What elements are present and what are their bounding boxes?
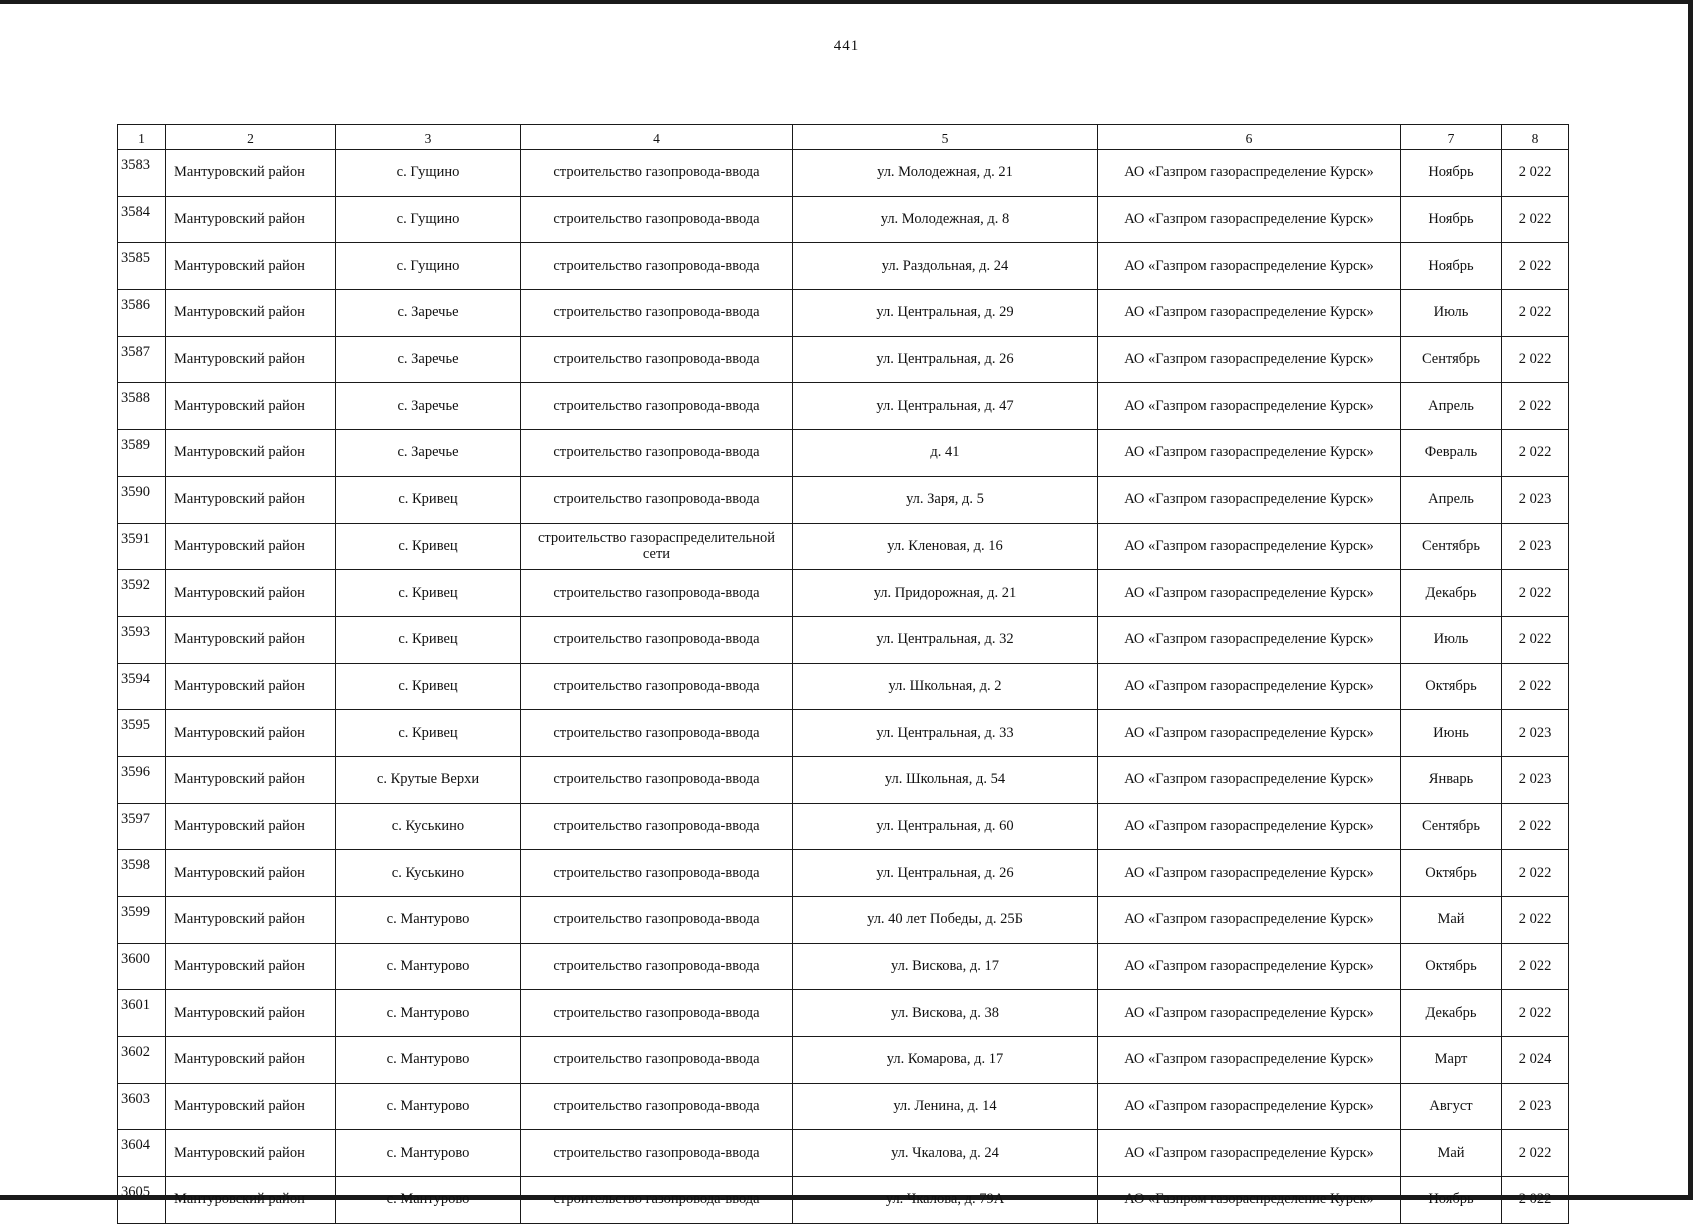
header-col-5: 5 [793, 125, 1098, 150]
district-cell: Мантуровский район [166, 616, 336, 663]
table-row [118, 523, 1569, 570]
address-cell: ул. Чкалова, д. 24 [793, 1130, 1098, 1177]
organization-cell: АО «Газпром газораспределение Курск» [1098, 850, 1401, 897]
row-number-cell: 3588 [118, 383, 166, 430]
address-cell: ул. 40 лет Победы, д. 25Б [793, 897, 1098, 944]
row-number-cell: 3597 [118, 803, 166, 850]
work-type-cell: строительство газопровода-ввода [521, 803, 793, 850]
organization-cell: АО «Газпром газораспределение Курск» [1098, 990, 1401, 1037]
year-cell: 2 023 [1502, 756, 1569, 803]
settlement-cell: с. Кривец [336, 616, 521, 663]
row-number-cell: 3602 [118, 1037, 166, 1084]
organization-cell: АО «Газпром газораспределение Курск» [1098, 290, 1401, 337]
district-cell: Мантуровский район [166, 1037, 336, 1084]
address-cell: ул. Центральная, д. 60 [793, 803, 1098, 850]
organization-cell: АО «Газпром газораспределение Курск» [1098, 663, 1401, 710]
district-cell: Мантуровский район [166, 803, 336, 850]
settlement-cell: с. Мантурово [336, 1037, 521, 1084]
settlement-cell: с. Заречье [336, 430, 521, 477]
table-row [118, 663, 1569, 710]
work-type-cell: строительство газопровода-ввода [521, 196, 793, 243]
table-header [118, 125, 1569, 150]
organization-cell: АО «Газпром газораспределение Курск» [1098, 196, 1401, 243]
row-number-cell: 3589 [118, 430, 166, 477]
month-cell: Октябрь [1401, 943, 1502, 990]
settlement-cell: с. Заречье [336, 290, 521, 337]
settlement-cell: с. Мантурово [336, 1130, 521, 1177]
address-cell: ул. Молодежная, д. 21 [793, 150, 1098, 197]
table-row [118, 710, 1569, 757]
month-cell: Октябрь [1401, 663, 1502, 710]
settlement-cell: с. Кривец [336, 663, 521, 710]
work-type-cell: строительство газопровода-ввода [521, 850, 793, 897]
month-cell: Август [1401, 1083, 1502, 1130]
district-cell: Мантуровский район [166, 150, 336, 197]
work-type-cell: строительство газопровода-ввода [521, 476, 793, 523]
district-cell: Мантуровский район [166, 290, 336, 337]
district-cell: Мантуровский район [166, 570, 336, 617]
year-cell: 2 022 [1502, 150, 1569, 197]
organization-cell: АО «Газпром газораспределение Курск» [1098, 1083, 1401, 1130]
organization-cell: АО «Газпром газораспределение Курск» [1098, 1037, 1401, 1084]
header-col-3: 3 [336, 125, 521, 150]
address-cell: ул. Молодежная, д. 8 [793, 196, 1098, 243]
settlement-cell: с. Гущино [336, 196, 521, 243]
settlement-cell: с. Мантурово [336, 1177, 521, 1224]
address-cell: ул. Центральная, д. 26 [793, 336, 1098, 383]
work-type-cell: строительство газопровода-ввода [521, 943, 793, 990]
row-number-cell: 3605 [118, 1177, 166, 1224]
table-row [118, 897, 1569, 944]
year-cell: 2 023 [1502, 476, 1569, 523]
row-number-cell: 3587 [118, 336, 166, 383]
organization-cell: АО «Газпром газораспределение Курск» [1098, 336, 1401, 383]
month-cell: Декабрь [1401, 570, 1502, 617]
work-type-cell: строительство газопровода-ввода [521, 1037, 793, 1084]
address-cell: ул. Школьная, д. 54 [793, 756, 1098, 803]
district-cell: Мантуровский район [166, 850, 336, 897]
table-row [118, 803, 1569, 850]
organization-cell: АО «Газпром газораспределение Курск» [1098, 1130, 1401, 1177]
district-cell: Мантуровский район [166, 523, 336, 570]
address-cell: ул. Ленина, д. 14 [793, 1083, 1098, 1130]
year-cell: 2 022 [1502, 196, 1569, 243]
settlement-cell: с. Гущино [336, 150, 521, 197]
work-type-cell: строительство газопровода-ввода [521, 756, 793, 803]
settlement-cell: с. Заречье [336, 383, 521, 430]
organization-cell: АО «Газпром газораспределение Курск» [1098, 710, 1401, 757]
year-cell: 2 022 [1502, 570, 1569, 617]
month-cell: Сентябрь [1401, 803, 1502, 850]
table-row [118, 383, 1569, 430]
table-row [118, 616, 1569, 663]
settlement-cell: с. Кривец [336, 710, 521, 757]
organization-cell: АО «Газпром газораспределение Курск» [1098, 803, 1401, 850]
row-number-cell: 3584 [118, 196, 166, 243]
settlement-cell: с. Заречье [336, 336, 521, 383]
district-cell: Мантуровский район [166, 1083, 336, 1130]
settlement-cell: с. Мантурово [336, 1083, 521, 1130]
table-body [118, 150, 1569, 1224]
address-cell: ул. Раздольная, д. 24 [793, 243, 1098, 290]
header-col-6: 6 [1098, 125, 1401, 150]
table-row [118, 1037, 1569, 1084]
work-type-cell: строительство газопровода-ввода [521, 1177, 793, 1224]
month-cell: Сентябрь [1401, 336, 1502, 383]
month-cell: Ноябрь [1401, 243, 1502, 290]
address-cell: ул. Центральная, д. 26 [793, 850, 1098, 897]
organization-cell: АО «Газпром газораспределение Курск» [1098, 150, 1401, 197]
district-cell: Мантуровский район [166, 990, 336, 1037]
header-row [118, 125, 1569, 150]
row-number-cell: 3601 [118, 990, 166, 1037]
organization-cell: АО «Газпром газораспределение Курск» [1098, 616, 1401, 663]
month-cell: Ноябрь [1401, 1177, 1502, 1224]
address-cell: ул. Вискова, д. 38 [793, 990, 1098, 1037]
work-type-cell: строительство газопровода-ввода [521, 663, 793, 710]
district-cell: Мантуровский район [166, 756, 336, 803]
address-cell: ул. Центральная, д. 29 [793, 290, 1098, 337]
organization-cell: АО «Газпром газораспределение Курск» [1098, 756, 1401, 803]
month-cell: Ноябрь [1401, 196, 1502, 243]
year-cell: 2 022 [1502, 850, 1569, 897]
month-cell: Октябрь [1401, 850, 1502, 897]
year-cell: 2 022 [1502, 943, 1569, 990]
table-row [118, 476, 1569, 523]
address-cell: ул. Кленовая, д. 16 [793, 523, 1098, 570]
year-cell: 2 022 [1502, 803, 1569, 850]
table-row [118, 570, 1569, 617]
work-type-cell: строительство газопровода-ввода [521, 990, 793, 1037]
address-cell: ул. Центральная, д. 32 [793, 616, 1098, 663]
month-cell: Май [1401, 1130, 1502, 1177]
table-container [117, 124, 1568, 1224]
address-cell: ул. Чкалова, д. 79А [793, 1177, 1098, 1224]
address-cell: д. 41 [793, 430, 1098, 477]
row-number-cell: 3595 [118, 710, 166, 757]
year-cell: 2 022 [1502, 990, 1569, 1037]
work-type-cell: строительство газопровода-ввода [521, 430, 793, 477]
table-row [118, 756, 1569, 803]
work-type-cell: строительство газопровода-ввода [521, 150, 793, 197]
month-cell: Ноябрь [1401, 150, 1502, 197]
district-cell: Мантуровский район [166, 1130, 336, 1177]
gasification-schedule-table [117, 124, 1569, 1224]
work-type-cell: строительство газопровода-ввода [521, 1083, 793, 1130]
header-col-4: 4 [521, 125, 793, 150]
month-cell: Январь [1401, 756, 1502, 803]
header-col-7: 7 [1401, 125, 1502, 150]
year-cell: 2 022 [1502, 1130, 1569, 1177]
month-cell: Июль [1401, 616, 1502, 663]
table-row [118, 336, 1569, 383]
row-number-cell: 3600 [118, 943, 166, 990]
table-row [118, 243, 1569, 290]
year-cell: 2 024 [1502, 1037, 1569, 1084]
row-number-cell: 3603 [118, 1083, 166, 1130]
year-cell: 2 022 [1502, 1177, 1569, 1224]
table-row [118, 990, 1569, 1037]
row-number-cell: 3583 [118, 150, 166, 197]
address-cell: ул. Вискова, д. 17 [793, 943, 1098, 990]
district-cell: Мантуровский район [166, 196, 336, 243]
year-cell: 2 022 [1502, 290, 1569, 337]
table-row [118, 290, 1569, 337]
month-cell: Февраль [1401, 430, 1502, 477]
work-type-cell: строительство газопровода-ввода [521, 710, 793, 757]
settlement-cell: с. Крутые Верхи [336, 756, 521, 803]
table-row [118, 430, 1569, 477]
month-cell: Апрель [1401, 476, 1502, 523]
work-type-cell: строительство газопровода-ввода [521, 383, 793, 430]
table-row [118, 943, 1569, 990]
year-cell: 2 022 [1502, 243, 1569, 290]
organization-cell: АО «Газпром газораспределение Курск» [1098, 897, 1401, 944]
organization-cell: АО «Газпром газораспределение Курск» [1098, 1177, 1401, 1224]
organization-cell: АО «Газпром газораспределение Курск» [1098, 243, 1401, 290]
row-number-cell: 3594 [118, 663, 166, 710]
month-cell: Май [1401, 897, 1502, 944]
district-cell: Мантуровский район [166, 897, 336, 944]
row-number-cell: 3585 [118, 243, 166, 290]
organization-cell: АО «Газпром газораспределение Курск» [1098, 383, 1401, 430]
work-type-cell: строительство газопровода-ввода [521, 616, 793, 663]
row-number-cell: 3604 [118, 1130, 166, 1177]
month-cell: Апрель [1401, 383, 1502, 430]
year-cell: 2 023 [1502, 710, 1569, 757]
address-cell: ул. Комарова, д. 17 [793, 1037, 1098, 1084]
work-type-cell: строительство газопровода-ввода [521, 336, 793, 383]
address-cell: ул. Центральная, д. 33 [793, 710, 1098, 757]
work-type-cell: строительство газопровода-ввода [521, 1130, 793, 1177]
header-col-8: 8 [1502, 125, 1569, 150]
organization-cell: АО «Газпром газораспределение Курск» [1098, 430, 1401, 477]
month-cell: Декабрь [1401, 990, 1502, 1037]
settlement-cell: с. Кривец [336, 476, 521, 523]
settlement-cell: с. Мантурово [336, 990, 521, 1037]
district-cell: Мантуровский район [166, 336, 336, 383]
table-row [118, 150, 1569, 197]
year-cell: 2 022 [1502, 430, 1569, 477]
header-col-1: 1 [118, 125, 166, 150]
district-cell: Мантуровский район [166, 1177, 336, 1224]
district-cell: Мантуровский район [166, 710, 336, 757]
row-number-cell: 3596 [118, 756, 166, 803]
settlement-cell: с. Гущино [336, 243, 521, 290]
settlement-cell: с. Мантурово [336, 943, 521, 990]
table-row [118, 1130, 1569, 1177]
district-cell: Мантуровский район [166, 430, 336, 477]
settlement-cell: с. Кривец [336, 570, 521, 617]
settlement-cell: с. Мантурово [336, 897, 521, 944]
address-cell: ул. Школьная, д. 2 [793, 663, 1098, 710]
year-cell: 2 023 [1502, 1083, 1569, 1130]
organization-cell: АО «Газпром газораспределение Курск» [1098, 943, 1401, 990]
year-cell: 2 022 [1502, 336, 1569, 383]
row-number-cell: 3590 [118, 476, 166, 523]
work-type-cell: строительство газопровода-ввода [521, 243, 793, 290]
table-row [118, 850, 1569, 897]
row-number-cell: 3592 [118, 570, 166, 617]
work-type-cell: строительство газопровода-ввода [521, 290, 793, 337]
table-row [118, 196, 1569, 243]
work-type-cell: строительство газопровода-ввода [521, 897, 793, 944]
work-type-cell: строительство газопровода-ввода [521, 570, 793, 617]
month-cell: Июнь [1401, 710, 1502, 757]
row-number-cell: 3593 [118, 616, 166, 663]
address-cell: ул. Заря, д. 5 [793, 476, 1098, 523]
row-number-cell: 3591 [118, 523, 166, 570]
year-cell: 2 022 [1502, 897, 1569, 944]
address-cell: ул. Придорожная, д. 21 [793, 570, 1098, 617]
row-number-cell: 3586 [118, 290, 166, 337]
row-number-cell: 3599 [118, 897, 166, 944]
table-row [118, 1083, 1569, 1130]
district-cell: Мантуровский район [166, 243, 336, 290]
month-cell: Сентябрь [1401, 523, 1502, 570]
settlement-cell: с. Кривец [336, 523, 521, 570]
year-cell: 2 023 [1502, 523, 1569, 570]
settlement-cell: с. Куськино [336, 803, 521, 850]
settlement-cell: с. Куськино [336, 850, 521, 897]
month-cell: Июль [1401, 290, 1502, 337]
district-cell: Мантуровский район [166, 663, 336, 710]
district-cell: Мантуровский район [166, 383, 336, 430]
header-col-2: 2 [166, 125, 336, 150]
work-type-cell: строительство газораспределительной сети [521, 523, 793, 570]
year-cell: 2 022 [1502, 616, 1569, 663]
year-cell: 2 022 [1502, 383, 1569, 430]
page-number: 441 [833, 38, 860, 54]
organization-cell: АО «Газпром газораспределение Курск» [1098, 570, 1401, 617]
year-cell: 2 022 [1502, 663, 1569, 710]
district-cell: Мантуровский район [166, 476, 336, 523]
organization-cell: АО «Газпром газораспределение Курск» [1098, 476, 1401, 523]
address-cell: ул. Центральная, д. 47 [793, 383, 1098, 430]
row-number-cell: 3598 [118, 850, 166, 897]
district-cell: Мантуровский район [166, 943, 336, 990]
month-cell: Март [1401, 1037, 1502, 1084]
organization-cell: АО «Газпром газораспределение Курск» [1098, 523, 1401, 570]
